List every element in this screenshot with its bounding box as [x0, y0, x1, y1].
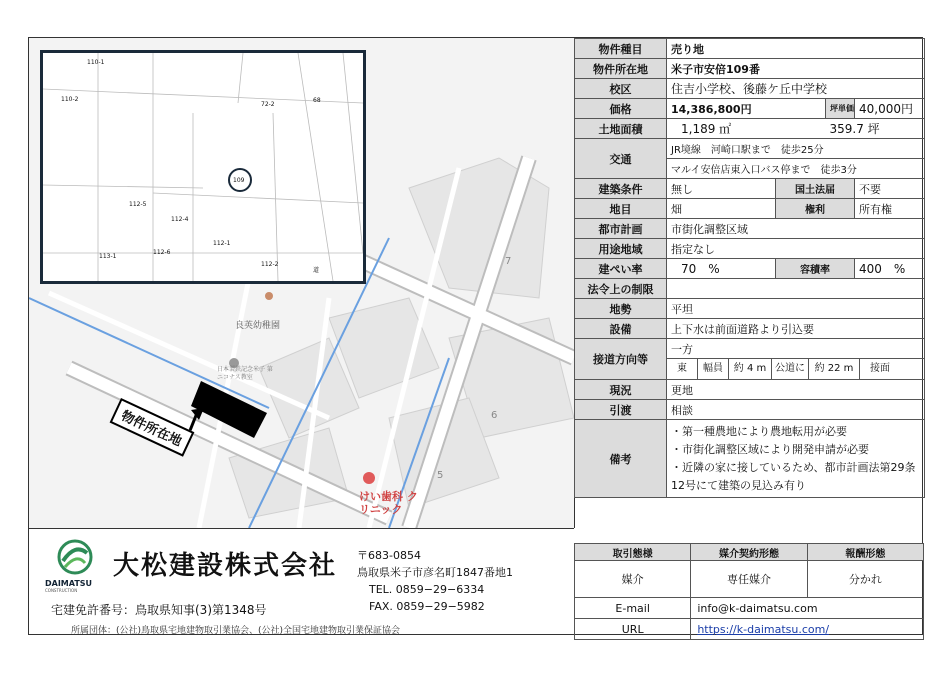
- label-use-zone: 用途地域: [575, 239, 667, 259]
- value-road-direction: 東: [667, 359, 698, 379]
- label-land-category: 地目: [575, 199, 667, 219]
- value-use-zone: 指定なし: [667, 239, 925, 259]
- company-logo: [45, 539, 105, 593]
- label-tsubo: 坪単価: [826, 99, 855, 119]
- label-area: 土地面積: [575, 119, 667, 139]
- lot-112-2: 112-2: [261, 261, 279, 268]
- label-type: 物件種目: [575, 39, 667, 59]
- value-land-category: 畑: [667, 199, 776, 219]
- company-address-block: [357, 547, 513, 615]
- property-sheet: [28, 37, 923, 635]
- value-rights: 所有権: [855, 199, 925, 219]
- value-remarks: [667, 420, 925, 498]
- property-arrow-label: 物件所在地: [110, 398, 195, 457]
- property-spec-table: [574, 38, 925, 498]
- label-contract-type: 媒介契約形態: [691, 544, 807, 561]
- value-national-land: 不要: [855, 179, 925, 199]
- label-terrain: 地勢: [575, 299, 667, 319]
- value-tsubo: 40,000円: [855, 99, 925, 119]
- license-number: 宅建免許番号：鳥取県知事(3)第1348号: [51, 603, 267, 617]
- value-coverage: 70 %: [667, 259, 776, 279]
- kindergarten-label: 良英幼稚園: [235, 321, 281, 331]
- lot-113-1: 113-1: [99, 253, 117, 260]
- label-road-width: 幅員: [698, 359, 729, 379]
- address: 鳥取県米子市彦名町1847番地1: [357, 566, 513, 579]
- cadastral-inset-map: [40, 50, 366, 284]
- value-road-contact: 接面: [870, 363, 890, 374]
- zip-code: 〒683-0854: [357, 549, 421, 562]
- value-traffic-1: JR境線 河崎口駅まで 徒歩25分: [667, 139, 925, 159]
- logo-text: DAIMATSU: [45, 579, 93, 588]
- company-name: 大松建設株式会社: [113, 551, 338, 581]
- label-remarks: 備考: [575, 420, 667, 498]
- email-link[interactable]: info@k-daimatsu.com: [691, 598, 924, 619]
- deal-terms-table: [574, 543, 924, 640]
- lot-112-1: 112-1: [213, 240, 231, 247]
- value-type: 売り地: [667, 39, 925, 59]
- value-condition: 無し: [667, 179, 776, 199]
- lot-109: 109: [233, 177, 245, 184]
- website-link[interactable]: https://k-daimatsu.com/: [691, 619, 924, 640]
- remark-2: ・市街化調整区域により開発申請が必要: [671, 442, 869, 456]
- value-location: 米子市安倍109番: [667, 59, 925, 79]
- remark-3: ・近隣の家に接しているため、都市計画法第29条12号にて建築の見込み有り: [671, 460, 916, 492]
- remark-1: ・第一種農地により農地転用が必要: [671, 424, 847, 438]
- logo-subtext: CONSTRUCTION: [45, 588, 78, 593]
- lot-112-6: 112-6: [153, 249, 171, 256]
- label-traffic: 交通: [575, 139, 667, 179]
- road-detail-cell: [667, 359, 925, 380]
- value-school: 住吉小学校、後藤ケ丘中学校: [667, 79, 925, 99]
- value-contract-type: 専任媒介: [691, 561, 807, 598]
- value-road-width: 約 4 m: [729, 359, 772, 379]
- value-floor-area-ratio: 400 %: [855, 259, 925, 279]
- value-city-planning: 市街化調整区域: [667, 219, 925, 239]
- label-road-access: 接道方向等: [575, 339, 667, 380]
- lot-112-5: 112-5: [129, 201, 147, 208]
- label-email: E-mail: [575, 598, 691, 619]
- value-fee-type: 分かれ: [807, 561, 923, 598]
- lot-72-2: 72-2: [261, 101, 275, 108]
- value-legal-limits: [667, 279, 925, 299]
- label-handover: 引渡: [575, 400, 667, 420]
- label-fee-type: 報酬形態: [807, 544, 923, 561]
- lot-road: 道: [313, 267, 320, 274]
- label-national-land: 国土法届: [776, 179, 855, 199]
- leaf-logo-icon: [45, 539, 105, 577]
- value-traffic-2: マルイ安倍店東入口バス停まで 徒歩3分: [667, 159, 925, 179]
- lot-68: 68: [313, 97, 321, 104]
- association: 所属団体：(公社)鳥取県宅地建物取引業協会、(公社)全国宅地建物取引業保証協会: [71, 626, 401, 636]
- label-rights: 権利: [776, 199, 855, 219]
- label-location: 物件所在地: [575, 59, 667, 79]
- label-transaction-type: 取引態様: [575, 544, 691, 561]
- fax: FAX. 0859−29−5982: [369, 600, 485, 613]
- value-road-type: 一方: [667, 339, 925, 359]
- value-transaction-type: 媒介: [575, 561, 691, 598]
- label-school: 校区: [575, 79, 667, 99]
- label-condition: 建築条件: [575, 179, 667, 199]
- value-road-public: 公道に: [772, 359, 809, 379]
- label-utilities: 設備: [575, 319, 667, 339]
- telephone: TEL. 0859−29−6334: [369, 583, 485, 596]
- block-number-6: 6: [491, 410, 498, 421]
- label-floor-area-ratio: 容積率: [776, 259, 855, 279]
- company-info: [29, 528, 574, 637]
- block-number-5: 5: [437, 470, 444, 481]
- label-url: URL: [575, 619, 691, 640]
- location-map: [29, 38, 575, 528]
- value-road-frontage: 約 22 m: [809, 359, 860, 379]
- label-legal-limits: 法令上の制限: [575, 279, 667, 299]
- lot-110-1: 110-1: [87, 59, 105, 66]
- block-number-7: 7: [505, 256, 512, 267]
- clinic-label: けい歯科 クリニック: [359, 490, 418, 516]
- lot-110-2: 110-2: [61, 96, 79, 103]
- value-utilities: 上下水は前面道路より引込要: [667, 319, 925, 339]
- label-coverage: 建ぺい率: [575, 259, 667, 279]
- value-area-m2: 1,189 ㎡: [667, 119, 826, 139]
- value-handover: 相談: [667, 400, 925, 420]
- value-area-tsubo: 359.7 坪: [826, 119, 925, 139]
- value-status: 更地: [667, 380, 925, 400]
- building-label: 日本製鉄記念米子 第ニコナス教室: [217, 366, 273, 381]
- label-price: 価格: [575, 99, 667, 119]
- label-status: 現況: [575, 380, 667, 400]
- value-terrain: 平坦: [667, 299, 925, 319]
- value-price: 14,386,800円: [667, 99, 826, 119]
- lot-112-4: 112-4: [171, 216, 189, 223]
- label-city-planning: 都市計画: [575, 219, 667, 239]
